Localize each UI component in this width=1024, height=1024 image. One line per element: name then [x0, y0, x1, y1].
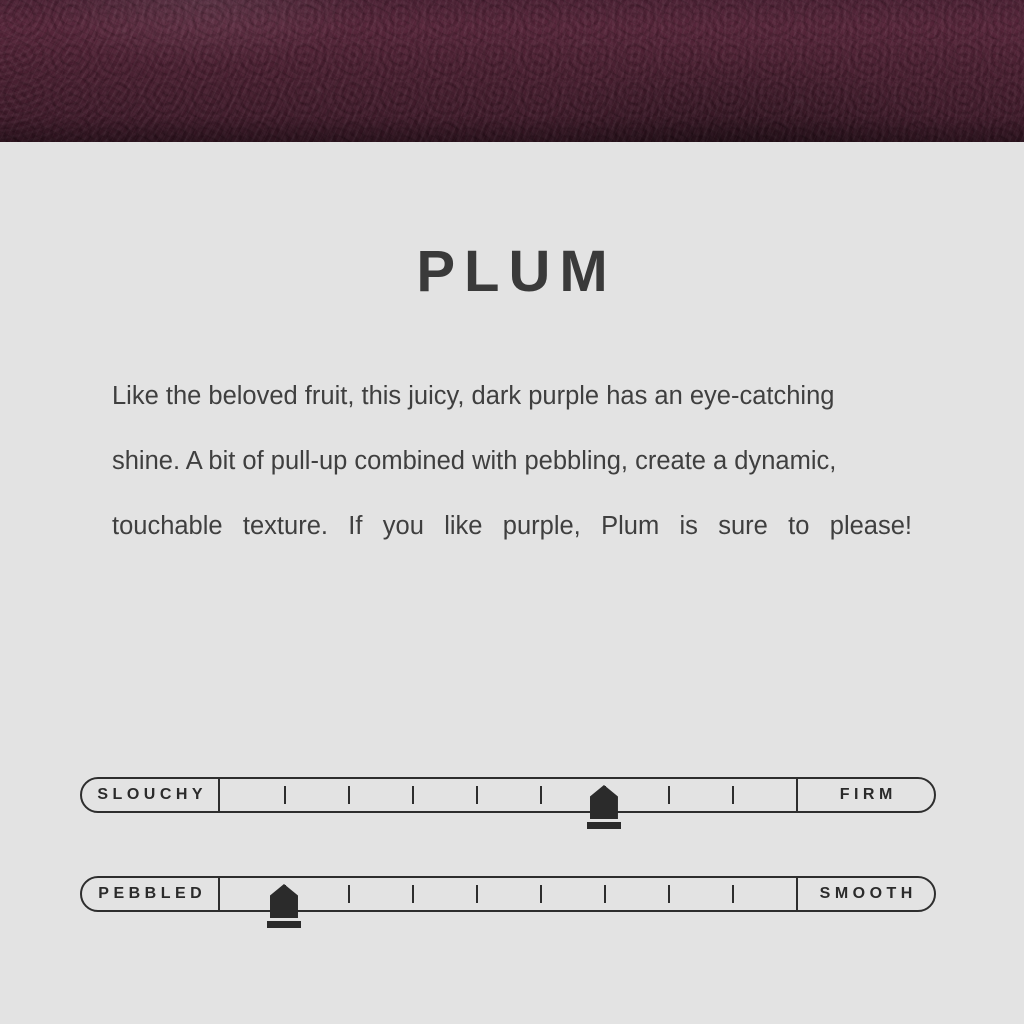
slider-texture-track[interactable]	[220, 878, 796, 910]
slider-tick	[604, 885, 606, 903]
slider-tick	[284, 885, 286, 903]
slider-texture-right-label: SMOOTH	[796, 878, 934, 910]
slider-tick	[540, 885, 542, 903]
slider-texture-left-label: PEBBLED	[82, 878, 220, 910]
slider-tick	[668, 885, 670, 903]
slider-tick	[412, 786, 414, 804]
slider-tick	[732, 885, 734, 903]
description-line-2: shine. A bit of pull-up combined with pebbling, create a dynamic,	[112, 447, 837, 475]
slider-tick	[540, 786, 542, 804]
slider-tick	[604, 786, 606, 804]
slider-firmness-track[interactable]	[220, 779, 796, 811]
slider-tick	[476, 786, 478, 804]
slider-texture[interactable]	[80, 876, 936, 912]
slider-tick	[412, 885, 414, 903]
slider-tick	[476, 885, 478, 903]
marker-base-icon	[587, 822, 621, 829]
description-line-1: Like the beloved fruit, this juicy, dark purple has an eye-catching	[112, 382, 835, 410]
slider-tick	[348, 885, 350, 903]
slider-tick	[348, 786, 350, 804]
leather-swatch	[0, 0, 1024, 142]
page-title: PLUM	[416, 239, 617, 304]
slider-firmness[interactable]	[80, 777, 936, 813]
swatch-bottom-shadow	[0, 116, 1024, 142]
slider-firmness-right-label: FIRM	[796, 779, 934, 811]
slider-tick	[732, 786, 734, 804]
slider-tick	[668, 786, 670, 804]
slider-tick	[284, 786, 286, 804]
marker-base-icon	[267, 921, 301, 928]
description-text	[112, 364, 912, 559]
description-line-3: touchable texture. If you like purple, Plum is sure to please!	[112, 512, 912, 540]
slider-firmness-left-label: SLOUCHY	[82, 779, 220, 811]
